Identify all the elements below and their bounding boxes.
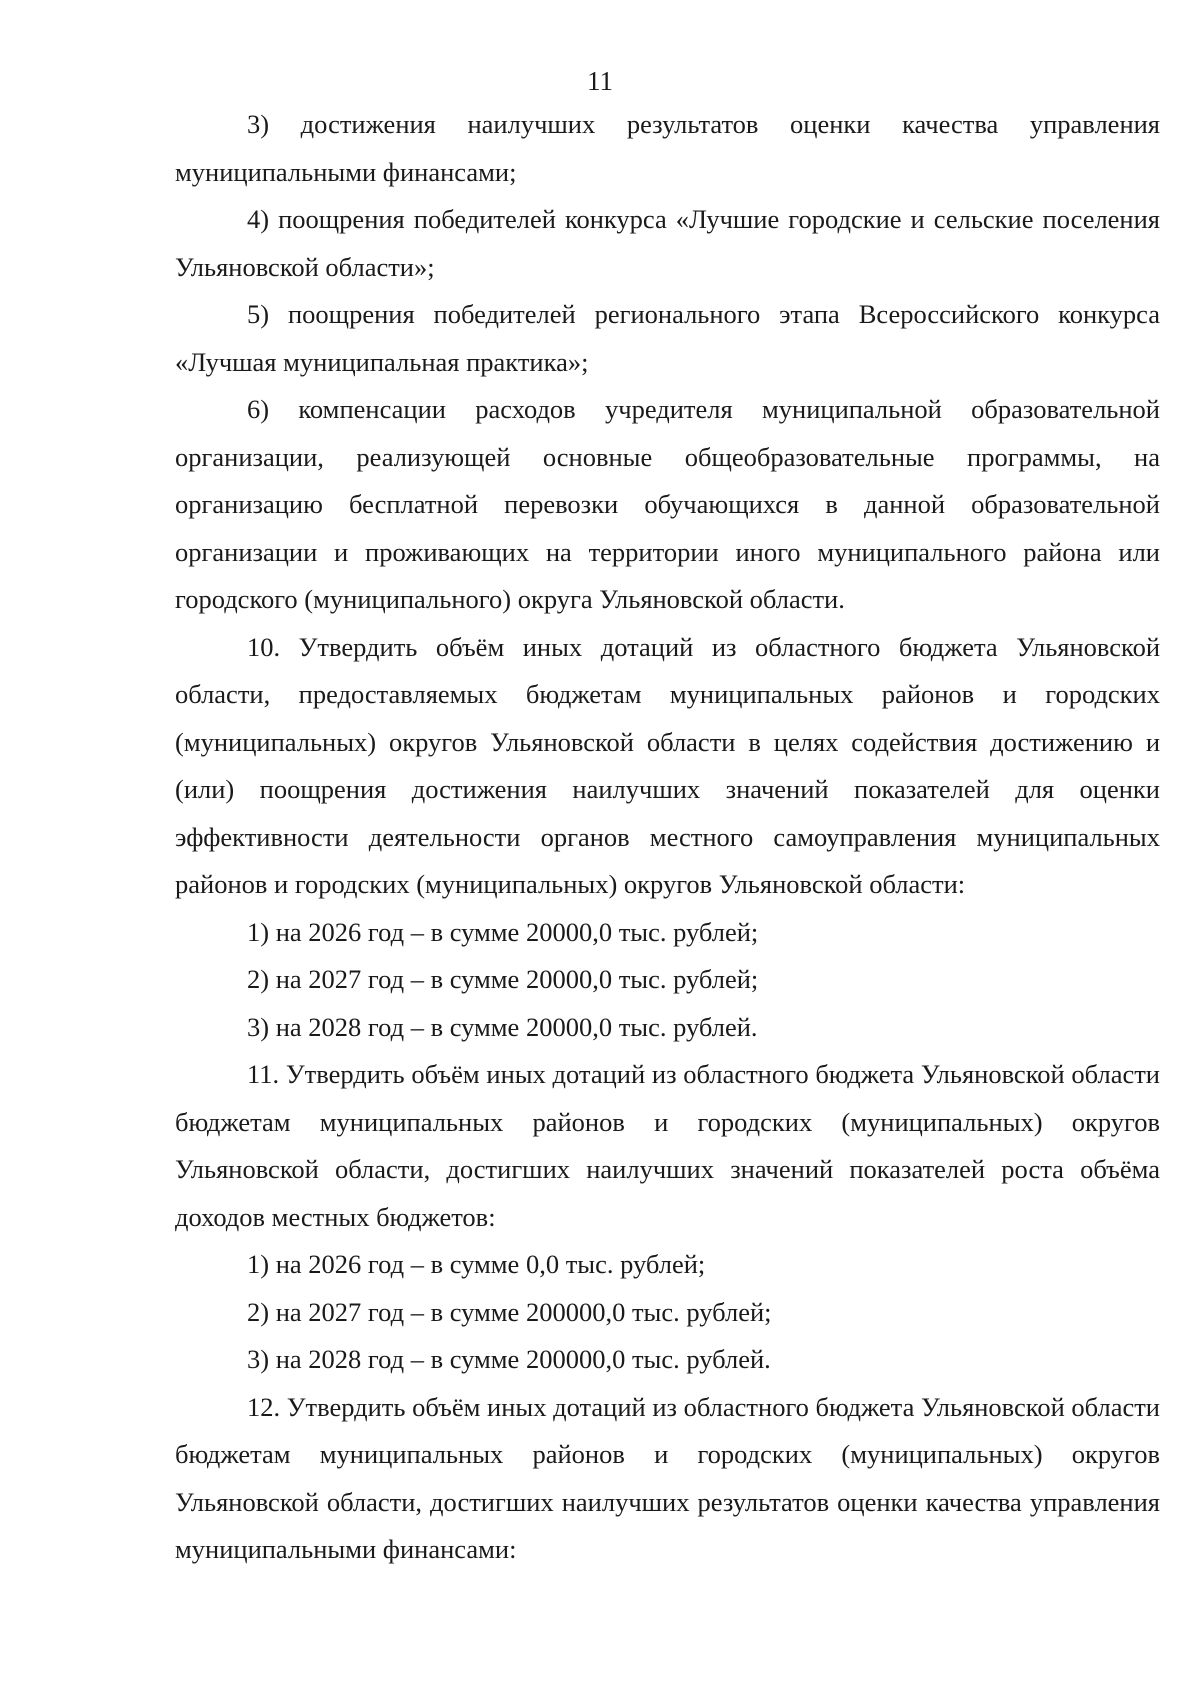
list-item-clause-10-2026: 1) на 2026 год – в сумме 20000,0 тыс. рублей;: [247, 916, 759, 947]
paragraph-clause-10: 10. Утвердить объём иных дотаций из областного бюджета Ульяновской области, предоставляемых бюджетам муниципальных районов и городских (муниципальных) округов Ульяновской области в целях содействия достижению и (или) поощрения достижения наилучших значений показателей для оценки эффективности деятельности органов местного самоуправления муниципальных районов и городских (муниципальных) округов Ульяновской области:: [175, 631, 1160, 899]
list-item-clause-11-2026: 1) на 2026 год – в сумме 0,0 тыс. рублей;: [247, 1249, 706, 1279]
document-body: [175, 101, 1160, 1574]
list-item-clause-11-2027: 2) на 2027 год – в сумме 200000,0 тыс. рублей;: [247, 1296, 772, 1327]
page-number: 11: [587, 66, 613, 96]
list-item-clause-10-2028: 3) на 2028 год – в сумме 20000,0 тыс. рублей.: [247, 1011, 758, 1042]
paragraph-item-6: 6) компенсации расходов учредителя муниципальной образовательной организации, реализующей основные общеобразовательные программы, на организацию бесплатной перевозки обучающихся в данной образовательной организации и проживающих на территории иного муниципального района или городского (муниципального) округа Ульяновской области.: [175, 394, 1160, 614]
paragraph-item-4: 4) поощрения победителей конкурса «Лучшие городские и сельские поселения Ульяновской области»;: [175, 204, 1160, 282]
list-item-clause-11-2028: 3) на 2028 год – в сумме 200000,0 тыс. рублей.: [247, 1344, 771, 1374]
list-item-clause-10-2027: 2) на 2027 год – в сумме 20000,0 тыс. рублей;: [247, 964, 759, 994]
paragraph-clause-12: 12. Утвердить объём иных дотаций из областного бюджета Ульяновской области бюджетам муниципальных районов и городских (муниципальных) округов Ульяновской области, достигших наилучших результатов оценки качества управления муниципальными финансами:: [175, 1391, 1160, 1564]
paragraph-item-5: 5) поощрения победителей регионального этапа Всероссийского конкурса «Лучшая муниципальная практика»;: [175, 299, 1160, 377]
paragraph-clause-11: 11. Утвердить объём иных дотаций из областного бюджета Ульяновской области бюджетам муниципальных районов и городских (муниципальных) округов Ульяновской области, достигших наилучших значений показателей роста объёма доходов местных бюджетов:: [175, 1059, 1160, 1232]
paragraph-item-3: 3) достижения наилучших результатов оценки качества управления муниципальными финансами;: [175, 109, 1160, 187]
